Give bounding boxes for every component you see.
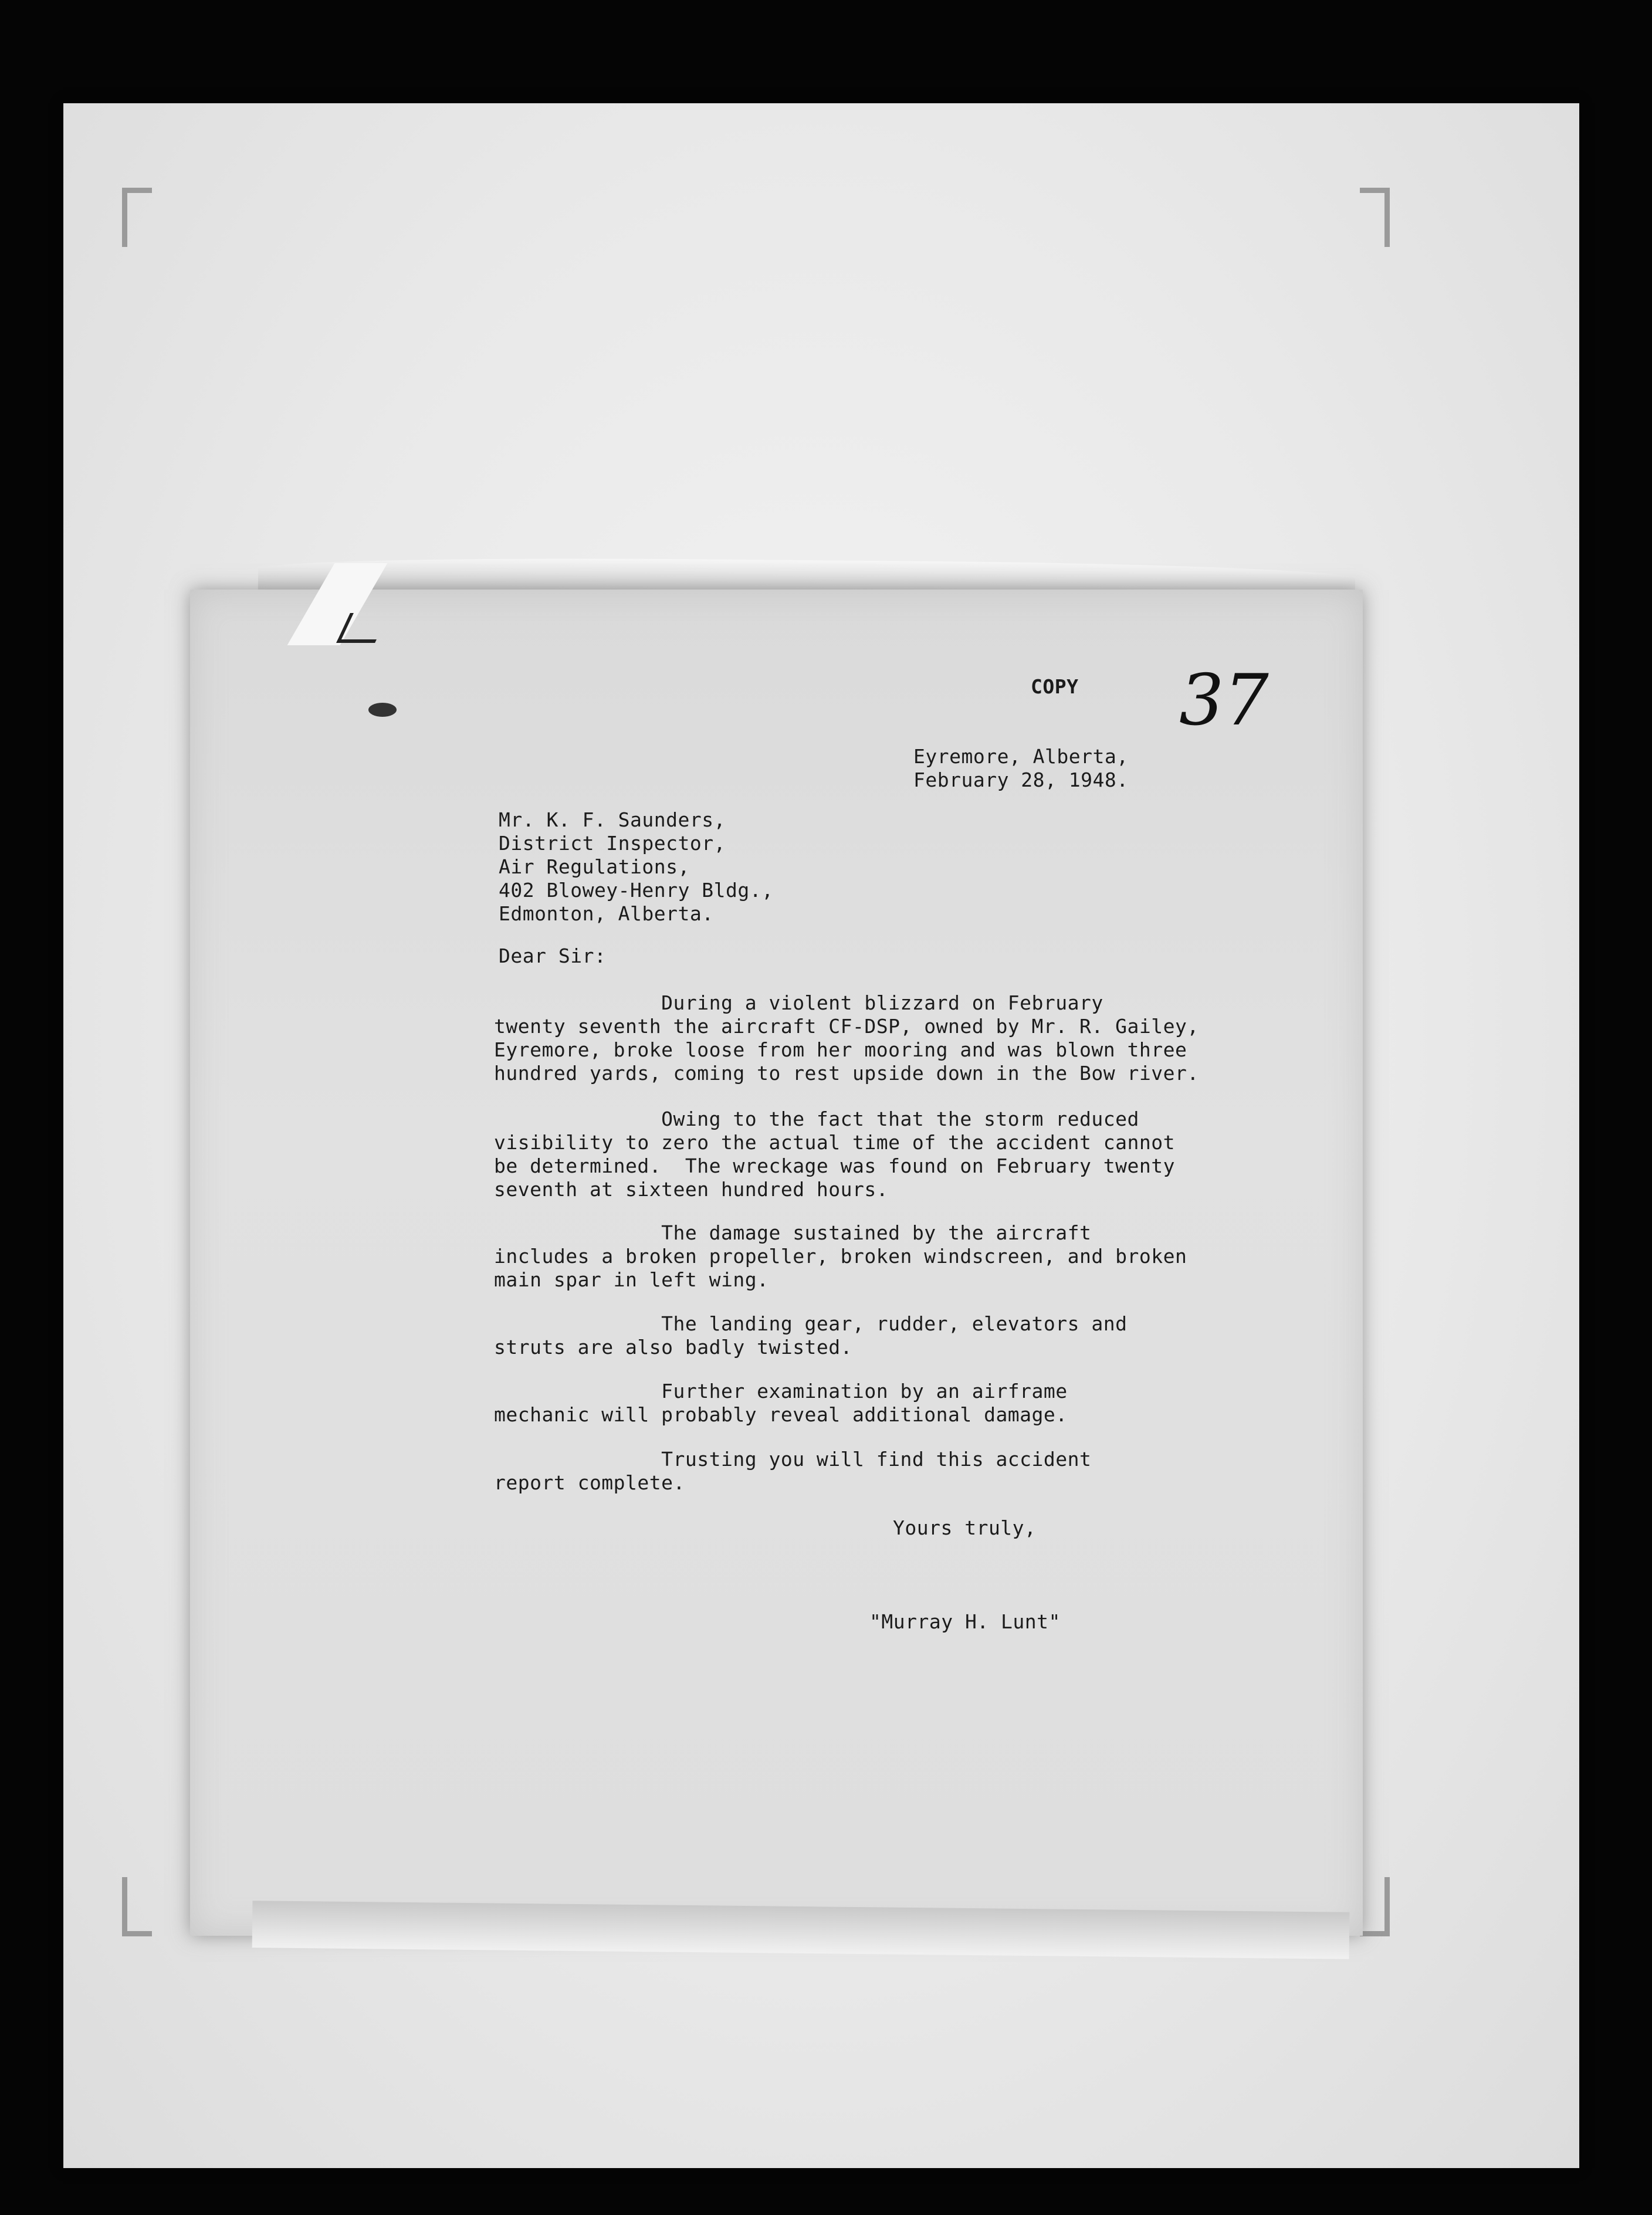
paragraph-line: The landing gear, rudder, elevators and — [494, 1312, 1128, 1335]
crop-mark-bottom-left — [122, 1877, 152, 1936]
paragraph-line: main spar in left wing. — [494, 1268, 769, 1291]
paragraph-line: seventh at sixteen hundred hours. — [494, 1178, 889, 1201]
copy-label: COPY — [1031, 675, 1079, 698]
closing: Yours truly, — [893, 1516, 1037, 1539]
crop-mark-bottom-right — [1360, 1877, 1390, 1936]
paragraph-line: be determined. The wreckage was found on February twenty — [494, 1154, 1175, 1177]
body-paragraph-3 — [494, 1221, 1187, 1292]
recipient-department: Air Regulations, — [499, 855, 690, 878]
crop-mark-top-left — [122, 188, 152, 247]
paragraph-line: twenty seventh the aircraft CF-DSP, owned by Mr. R. Gailey, — [494, 1015, 1199, 1038]
paragraph-line: Trusting you will find this accident — [494, 1448, 1092, 1471]
paragraph-line: struts are also badly twisted. — [494, 1336, 853, 1359]
body-paragraph-1 — [494, 991, 1199, 1085]
paragraph-line: includes a broken propeller, broken windscreen, and broken — [494, 1245, 1187, 1268]
paragraph-line: The damage sustained by the aircraft — [494, 1221, 1092, 1244]
body-paragraph-5 — [494, 1380, 1068, 1427]
recipient-name: Mr. K. F. Saunders, — [499, 808, 726, 831]
paragraph-line: report complete. — [494, 1471, 685, 1494]
recipient-city: Edmonton, Alberta. — [499, 902, 714, 925]
paragraph-line: mechanic will probably reveal additional damage. — [494, 1403, 1068, 1426]
handwritten-page-number: 37 — [1179, 660, 1269, 741]
paragraph-line: Owing to the fact that the storm reduced — [494, 1108, 1139, 1130]
recipient-address-block — [499, 808, 773, 926]
place-date-block — [913, 745, 1129, 792]
paragraph-line: During a violent blizzard on February — [494, 991, 1103, 1014]
date-line: February 28, 1948. — [913, 768, 1129, 791]
paragraph-line: Further examination by an airframe — [494, 1380, 1068, 1403]
body-paragraph-4 — [494, 1312, 1128, 1359]
paragraph-line: hundred yards, coming to rest upside down in the Bow river. — [494, 1062, 1199, 1085]
body-paragraph-2 — [494, 1108, 1175, 1201]
paragraph-line: visibility to zero the actual time of the accident cannot — [494, 1131, 1175, 1154]
signature: "Murray H. Lunt" — [869, 1610, 1061, 1633]
place-line: Eyremore, Alberta, — [913, 745, 1129, 768]
crop-mark-top-right — [1360, 188, 1390, 247]
punch-hole — [368, 703, 397, 717]
body-paragraph-6 — [494, 1448, 1091, 1495]
paragraph-line: Eyremore, broke loose from her mooring and was blown three — [494, 1038, 1187, 1061]
recipient-title: District Inspector, — [499, 832, 726, 855]
recipient-street: 402 Blowey-Henry Bldg., — [499, 879, 774, 902]
salutation: Dear Sir: — [499, 944, 607, 967]
